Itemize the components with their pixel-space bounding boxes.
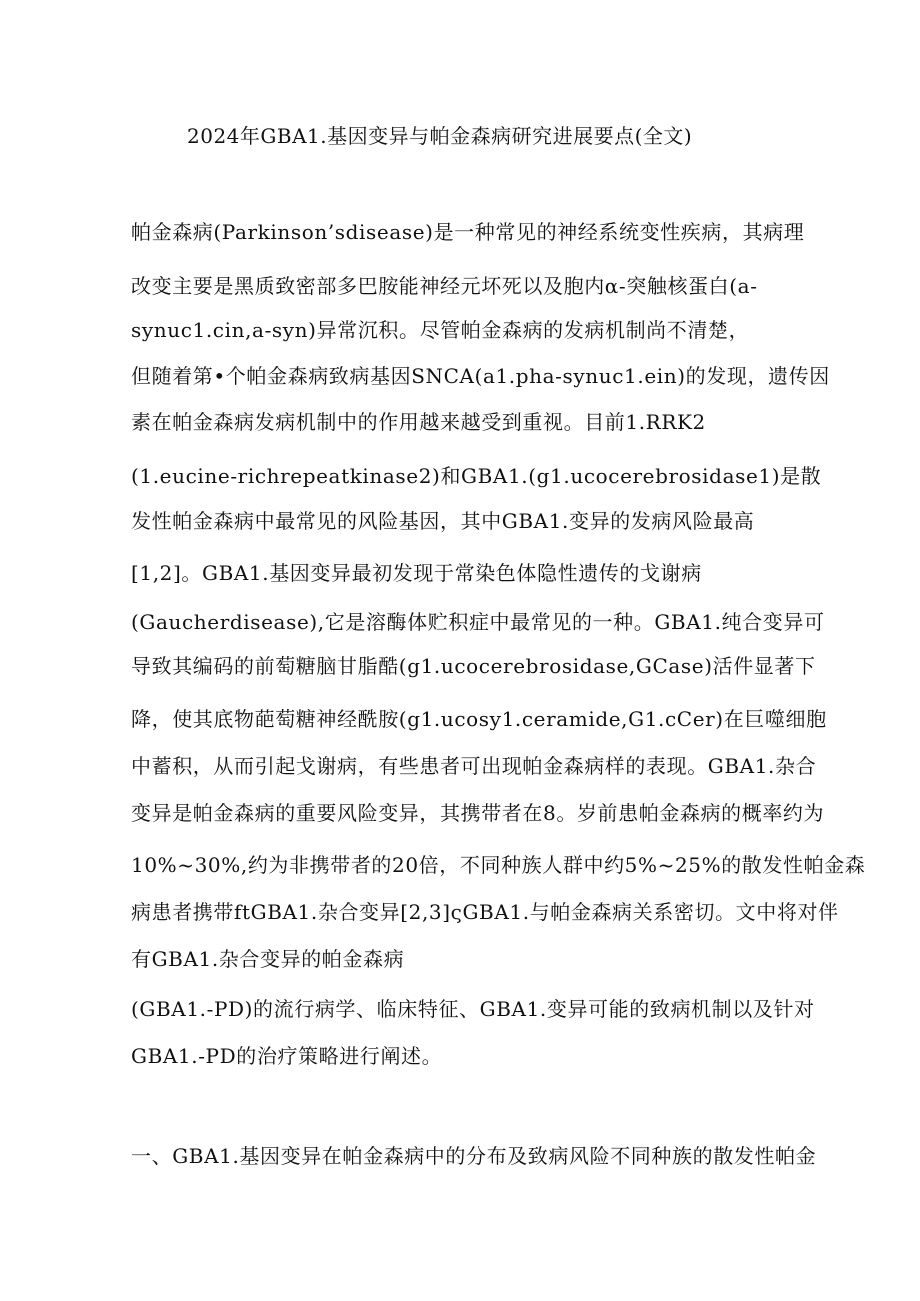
body-text-line: 改变主要是黑质致密部多巴胺能神经元坏死以及胞内α-突触核蛋白(a- <box>131 274 758 298</box>
body-text-line: 有GBA1.杂合变异的帕金森病 <box>131 947 405 971</box>
body-text-line: 降，使其底物葩萄糖神经酰胺(g1.ucosy1.ceramide,G1.cCer)在巨噬细胞 <box>131 707 827 731</box>
body-text-line: 发性帕金森病中最常见的风险基因，其中GBA1.变异的发病风险最高 <box>131 509 755 533</box>
body-text-line: 帕金森病(Parkinson’sdisease)是一种常见的神经系统变性疾病，其病理 <box>131 220 805 244</box>
body-text-line: 10%~30%,约为非携带者的20倍，不同种族人群中约5%~25%的散发性帕金森 <box>131 853 866 877</box>
body-text-line: 素在帕金森病发病机制中的作用越来越受到重视。目前1.RRK2 <box>131 410 706 434</box>
body-text-line: 变异是帕金森病的重要风险变异，其携带者在8。岁前患帕金森病的概率约为 <box>131 801 825 825</box>
body-text-line: (Gaucherdisease),它是溶酶体贮积症中最常见的一种。GBA1.纯合变异可 <box>131 610 825 634</box>
body-text-line: 中蓄积，从而引起戈谢病，有些患者可出现帕金森病样的表现。GBA1.杂合 <box>131 754 817 778</box>
body-text-line: [1,2]。GBA1.基因变异最初发现于常染色体隐性遗传的戈谢病 <box>131 561 702 585</box>
body-text-line: (1.eucine-richrepeatkinase2)和GBA1.(g1.ucocerebrosidase1)是散 <box>131 464 822 488</box>
body-text-line: synuc1.cin,a-syn)异常沉积。尽管帕金森病的发病机制尚不清楚， <box>131 318 750 342</box>
body-text-line: GBA1.-PD的治疗策略进行阐述。 <box>131 1044 443 1068</box>
body-text-line: 病患者携带ftGBA1.杂合变异[2,3]ςGBA1.与帕金森病关系密切。文中将对伴 <box>131 900 839 924</box>
body-text-line: 导致其编码的前萄糖脑甘脂酷(g1.ucocerebrosidase,GCase)活件显著下 <box>131 654 816 678</box>
document-title: 2024年GBA1.基因变异与帕金森病研究进展要点(全文) <box>187 124 693 148</box>
section-heading: 一、GBA1.基因变异在帕金森病中的分布及致病风险不同种族的散发性帕金 <box>131 1144 817 1168</box>
body-text-line: 但随着第•个帕金森病致病基因SNCA(a1.pha-synuc1.ein)的发现，遗传因 <box>131 364 830 388</box>
body-text-line: (GBA1.-PD)的流行病学、临床特征、GBA1.变异可能的致病机制以及针对 <box>131 997 815 1021</box>
